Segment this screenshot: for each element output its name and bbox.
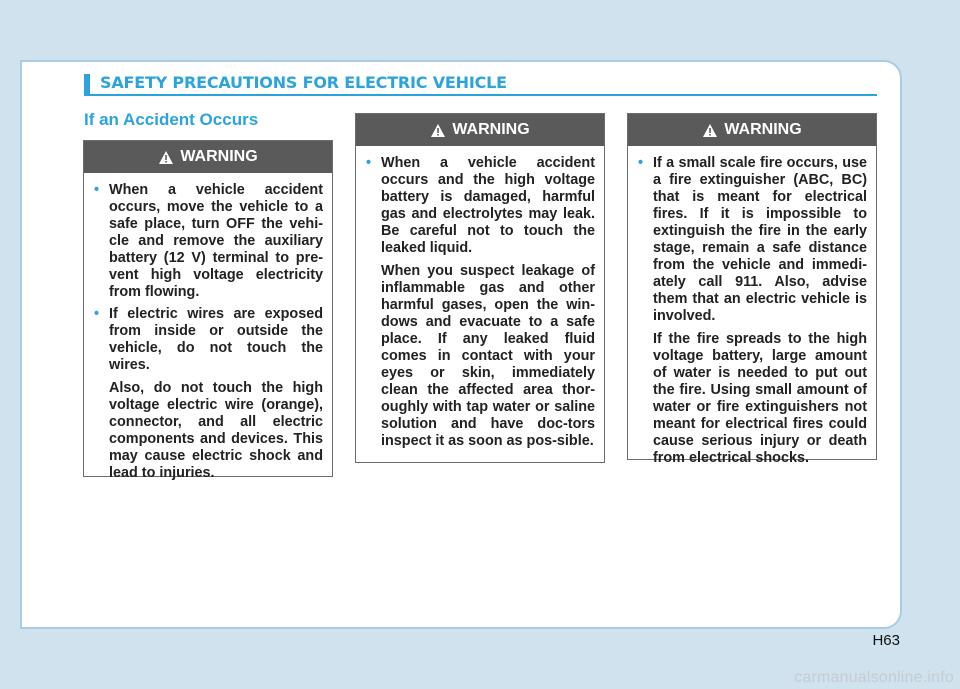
warning-text: If electric wires are exposed from inside or outside the vehicle, do not touch the wires. [109, 306, 323, 373]
warning-box-3 [627, 113, 877, 466]
warning-box-2 [355, 113, 605, 463]
section-title: SAFETY PRECAUTIONS FOR ELECTRIC VEHICLE [100, 73, 507, 92]
warning-header [84, 141, 332, 173]
section-title-bar [84, 74, 90, 94]
subheading: If an Accident Occurs [84, 110, 259, 129]
warning-paragraph: If the fire spreads to the high voltage battery, large amount of water is needed to put out the fire. Using small amount of water or fire extinguishers not meant for electrical fires could cause serious injury or death from electrical shocks. [653, 331, 867, 466]
warning-paragraph: Also, do not touch the high voltage electric wire (orange), connector, and all electric components and devices. This may cause electric shock and lead to injuries. [109, 380, 323, 481]
warning-header [628, 114, 876, 146]
bullet-icon: • [366, 155, 372, 171]
list-item [638, 155, 867, 325]
warning-paragraph: When you suspect leakage of inflammable gas and other harmful gases, open the win-dows and evacuate to a safe place. If any leaked fluid comes in contact with your eyes or skin, immediately clean the affected area thor-oughly with tap water or saline solution and have doc-tors inspect it as soon as pos-sible. [381, 263, 595, 449]
warning-text: When a vehicle accident occurs, move the vehicle to a safe place, turn OFF the vehi-cle and remove the auxiliary battery (12 V) terminal to pre-vent high voltage electricity from flowing. [109, 182, 323, 300]
list-item [94, 182, 323, 301]
bullet-icon: • [94, 182, 100, 198]
list-item [94, 306, 323, 374]
warning-label: WARNING [180, 148, 258, 165]
warning-label: WARNING [452, 121, 530, 138]
warning-label: WARNING [724, 121, 802, 138]
watermark: carmanualsonline.info [794, 669, 954, 686]
warning-triangle-icon [158, 150, 174, 165]
page-number: H63 [872, 632, 900, 649]
section-title-rule [84, 94, 877, 96]
warning-text: If a small scale fire occurs, use a fire extinguisher (ABC, BC) that is meant for electrical fires. If it is impossible to extinguish the fire in the early stage, remain a safe distance from the vehicle and immedi-ately call 911. Also, advise them that an electric vehicle is involved. [653, 155, 867, 324]
warning-box-1 [83, 140, 333, 481]
list-item [366, 155, 595, 257]
warning-header [356, 114, 604, 146]
warning-text: When a vehicle accident occurs and the high voltage battery is damaged, harmful gas and electrolytes may leak. Be careful not to touch the leaked liquid. [381, 155, 595, 256]
warning-triangle-icon [430, 123, 446, 138]
bullet-icon: • [94, 306, 100, 322]
bullet-icon: • [638, 155, 644, 171]
warning-triangle-icon [702, 123, 718, 138]
